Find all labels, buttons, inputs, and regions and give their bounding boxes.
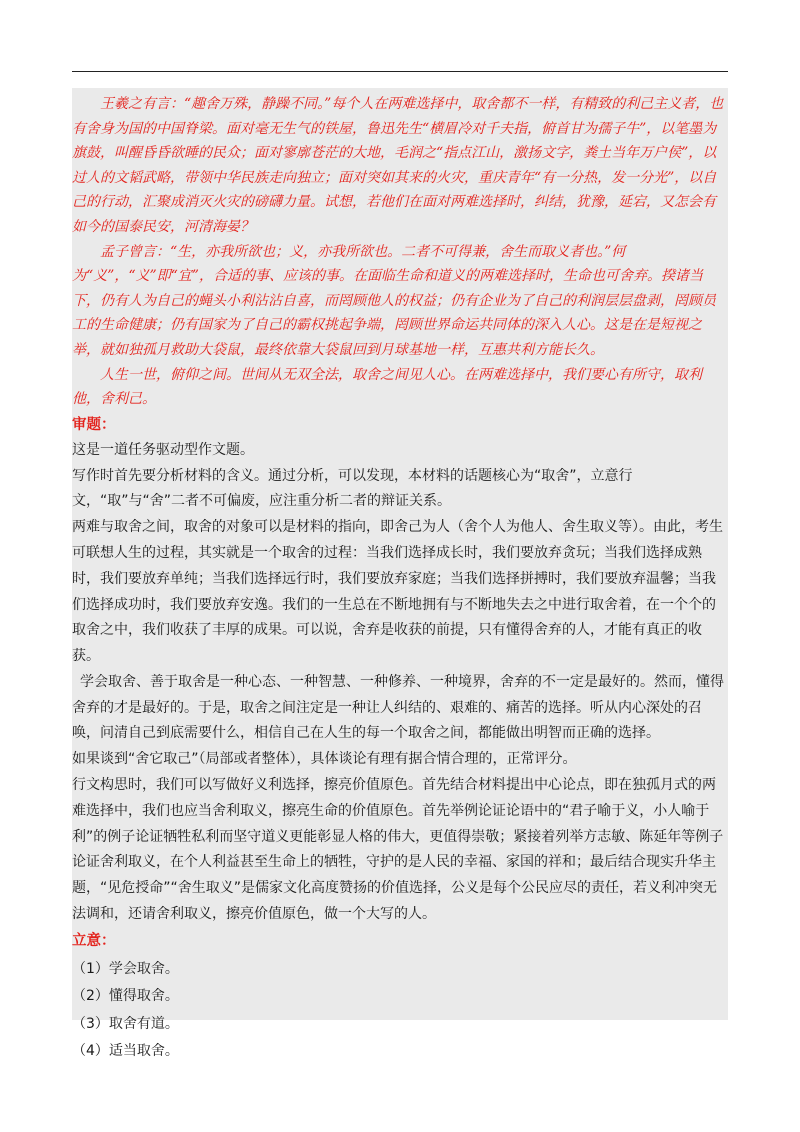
analysis-paragraph: 行文构思时，我们可以写做好义利选择，擦亮价值原色。首先结合材料提出中心论点，即在独孤月式的两难选择中，我们也应当舍利取义，擦亮生命的价值原色。首先举例论证论语中的“君子喻于义，小人喻于利”的例子论证牺牲私利而坚守道义更能彰显人格的伟大，更值得崇敬；紧接着列举方志敏、陈延年等例子论证舍利取义，在个人利益甚至生命上的牺牲，守护的是人民的幸福、家国的祥和；最后结合现实升华主题，“见危授命”“舍生取义”是儒家文化高度赞扬的价值选择，公义是每个公民应尽的责任，若义利冲突无法调和，还请舍利取义，擦亮价值原色，做一个大写的人。 <box>72 777 724 923</box>
sample-essay <box>72 92 728 412</box>
analysis-section <box>72 438 728 928</box>
essay-paragraph: 人生一世，俯仰之间。世间从无双全法，取舍之间见人心。在两难选择中，我们要心有所守，取利他，舍利己。 <box>72 366 702 408</box>
theme-point: （4）适当取舍。 <box>72 1043 179 1060</box>
analysis-paragraph: 写作时首先要分析材料的含义。通过分析，可以发现，本材料的话题核心为“取舍”，立意行文，“取”与“舍”二者不可偏废，应注重分析二者的辩证关系。 <box>72 467 633 510</box>
theme-point: （3）取舍有道。 <box>72 1015 179 1032</box>
header-rule <box>72 71 728 72</box>
theme-point: （1）学会取舍。 <box>72 960 179 977</box>
analysis-paragraph: 如果谈到“舍它取己”（局部或者整体），具体谈论有理有据合情合理的，正常评分。 <box>72 751 577 768</box>
analysis-paragraph: 两难与取舍之间，取舍的对象可以是材料的指向，即舍己为人（舍个人为他人、舍生取义等）。由此，考生可联想人生的过程，其实就是一个取舍的过程：当我们选择成长时，我们要放弃贪玩；当我们选择成熟时，我们要放弃单纯；当我们选择远行时，我们要放弃家庭；当我们选择拼搏时，我们要放弃温馨；当我们选择成功时，我们要放弃安逸。我们的一生总在不断地拥有与不断地失去之中进行取舍着，在一个个的取舍之中，我们收获了丰厚的成果。可以说，舍弃是收获的前提，只有懂得舍弃的人，才能有真正的收获。 <box>72 519 723 665</box>
document-content <box>72 92 728 1066</box>
analysis-heading: 审题： <box>72 416 116 433</box>
essay-paragraph: 王羲之有言：“趣舍万殊，静躁不同。”每个人在两难选择中，取舍都不一样，有精致的利己主义者，也有舍身为国的中国脊梁。面对毫无生气的铁屋，鲁迅先生“横眉冷对千夫指，俯首甘为孺子牛”，以笔墨为旗鼓，叫醒昏昏欲睡的民众；面对寥廓苍茫的大地，毛润之“指点江山，激扬文字，粪土当年万户侯”，以过人的文韬武略，带领中华民族走向独立；面对突如其来的火灾，重庆青年“有一分热，发一分光”，以自己的行动，汇聚成消灭火灾的磅礴力量。试想，若他们在面对两难选择时，纠结，犹豫，延宕，又怎会有如今的国泰民安，河清海晏？ <box>72 96 724 235</box>
theme-point: （2）懂得取舍。 <box>72 988 179 1005</box>
analysis-paragraph: 这是一道任务驱动型作文题。 <box>72 441 254 458</box>
essay-paragraph: 孟子曾言：“生，亦我所欲也；义，亦我所欲也。二者不可得兼，舍生而取义者也。”何为“义”，“义”即“宜”，合适的事、应该的事。在面临生命和道义的两难选择时，生命也可舍弃。揆诸当下，仍有人为自己的蝇头小利沾沾自喜，而罔顾他人的权益；仍有企业为了自己的利润层层盘剥，罔顾员工的生命健康；仍有国家为了自己的霸权挑起争端，罔顾世界命运共同体的深入人心。这是在是短视之举，就如独孤月救助大袋鼠，最终依靠大袋鼠回到月球基地一样，互惠共利方能长久。 <box>72 243 716 358</box>
theme-list <box>72 956 728 1066</box>
theme-heading: 立意： <box>72 932 116 949</box>
analysis-paragraph: 学会取舍、善于取舍是一种心态、一种智慧、一种修养、一种境界，舍弃的不一定是最好的。然而，懂得舍弃的才是最好的。于是，取舍之间注定是一种让人纠结的、艰难的、痛苦的选择。听从内心深处的召唤，问清自己到底需要什么，相信自己在人生的每一个取舍之间，都能做出明智而正确的选择。 <box>72 673 724 742</box>
